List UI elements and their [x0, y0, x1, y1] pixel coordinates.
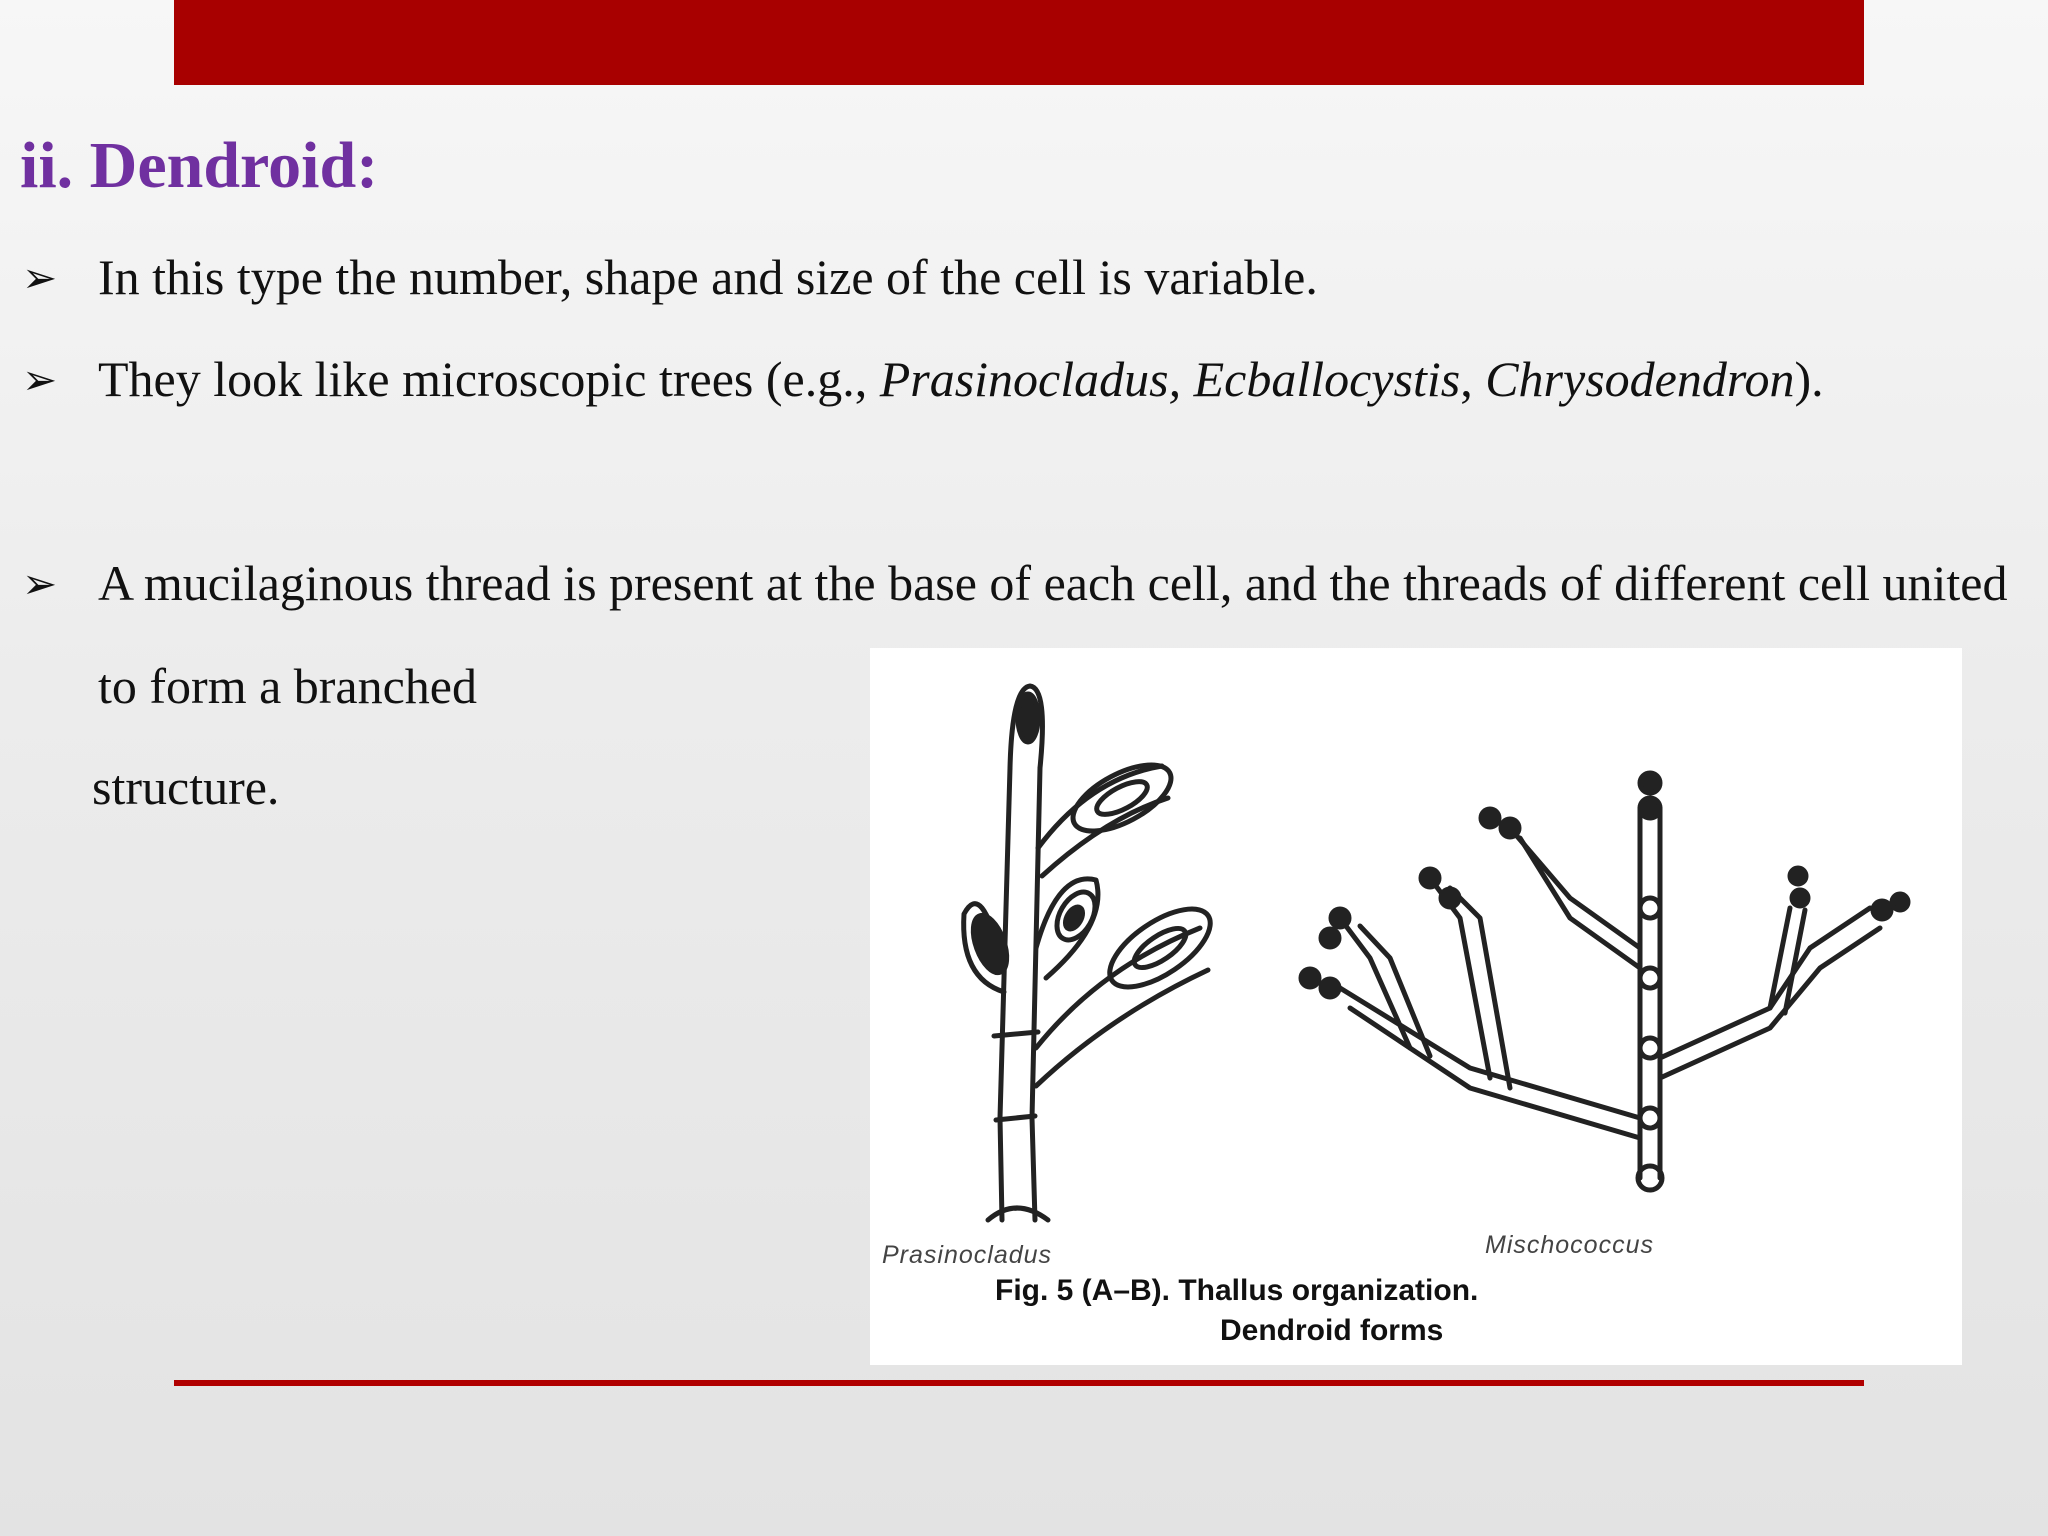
figure-label-left: Prasinocladus	[882, 1241, 1053, 1269]
species-names: Prasinocladus, Ecballocystis	[879, 351, 1461, 407]
separator: ,	[1460, 351, 1486, 407]
bullet-text-suffix: ).	[1794, 351, 1824, 407]
bullet-continuation: structure.	[92, 759, 280, 815]
arrow-bullet-icon: ➢	[22, 253, 58, 302]
prasinocladus-drawing	[964, 686, 1223, 1220]
bullet-text: In this type the number, shape and size of the cell is variable.	[98, 249, 1318, 305]
slide-title: ii. Dendroid:	[20, 129, 379, 202]
arrow-bullet-icon: ➢	[22, 355, 58, 404]
bullet-item	[22, 226, 2032, 329]
arrow-bullet-icon: ➢	[22, 559, 58, 608]
figure-caption-line2: Dendroid forms	[1220, 1314, 1444, 1347]
bullet-text-prefix: They look like microscopic trees (e.g.,	[98, 351, 880, 407]
mischococcus-drawing	[1301, 773, 1908, 1190]
species-name: Chrysodendron	[1485, 351, 1795, 407]
dendroid-illustration	[870, 648, 1962, 1365]
footer-rule	[174, 1380, 1864, 1386]
bullet-text: A mucilaginous thread is present at the base of each cell, and the threads of different cell united to form a branched	[98, 555, 2008, 714]
bullet-item	[22, 328, 2032, 431]
figure-label-right: Mischococcus	[1485, 1231, 1654, 1259]
figure-caption-line1: Fig. 5 (A–B). Thallus organization.	[995, 1274, 1479, 1307]
bullet-text	[98, 328, 2032, 431]
header-bar	[174, 0, 1864, 85]
thallus-figure	[870, 648, 1962, 1365]
